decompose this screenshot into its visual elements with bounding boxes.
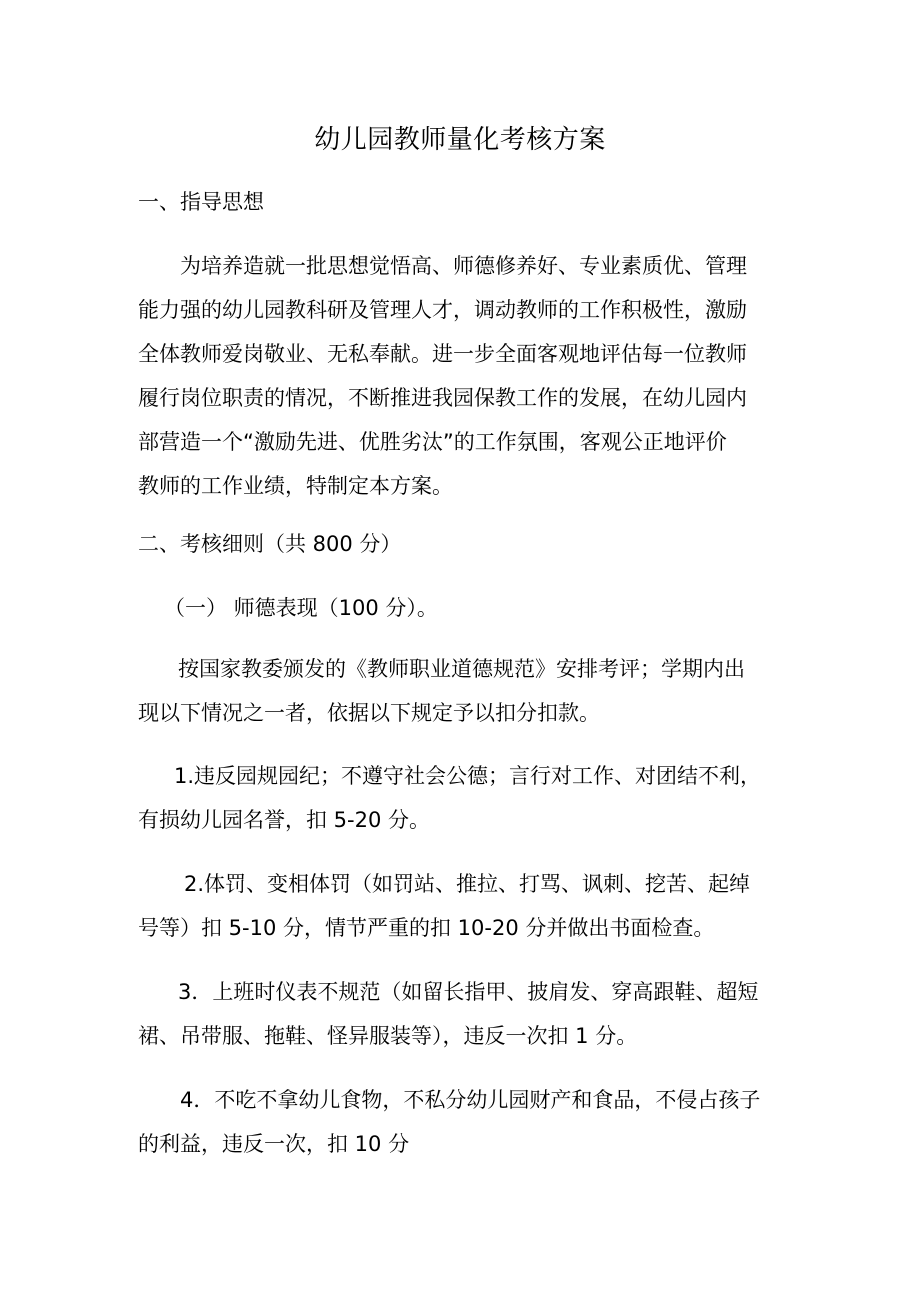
section-heading-assessment-rules: 二、考核细则（共 800 分） — [138, 532, 402, 556]
paragraph-line: 2.体罚、变相体罚（如罚站、推拉、打骂、讽刺、挖苦、起绰 — [184, 872, 751, 896]
paragraph-line: 按国家教委颁发的《教师职业道德规范》安排考评；学期内出 — [178, 657, 745, 681]
paragraph-line: 为培养造就一批思想觉悟高、师德修养好、专业素质优、管理 — [180, 254, 747, 278]
paragraph-line: 4．不吃不拿幼儿食物，不私分幼儿园财产和食品，不侵占孩子 — [180, 1088, 761, 1112]
paragraph-line: 有损幼儿园名誉，扣 5-20 分。 — [138, 808, 431, 832]
rule-item-3 — [138, 970, 788, 1058]
rule-item-2 — [138, 862, 788, 950]
paragraph-line: 的利益，违反一次，扣 10 分 — [138, 1132, 410, 1156]
paragraph-line: 号等）扣 5-10 分，情节严重的扣 10-20 分并做出书面检查。 — [138, 916, 715, 940]
section-paragraph-guiding-thought — [138, 244, 788, 508]
paragraph-line: 裙、吊带服、拖鞋、怪异服装等），违反一次扣 1 分。 — [138, 1024, 638, 1048]
paragraph-line: 1.违反园规园纪；不遵守社会公德；言行对工作、对团结不利， — [174, 764, 762, 788]
subsection-intro-paragraph — [138, 647, 788, 735]
document-title: 幼儿园教师量化考核方案 — [314, 125, 606, 155]
paragraph-line: 履行岗位职责的情况，不断推进我园保教工作的发展，在幼儿园内 — [138, 386, 747, 410]
rule-item-1 — [138, 754, 788, 842]
paragraph-line: 部营造一个“激励先进、优胜劣汰”的工作氛围，客观公正地评价 — [138, 430, 727, 454]
subsection-heading-ethics: （一） 师德表现（100 分）。 — [164, 596, 438, 620]
paragraph-line: 能力强的幼儿园教科研及管理人才，调动教师的工作积极性，激励 — [138, 298, 747, 322]
section-heading-guiding-thought: 一、指导思想 — [138, 190, 264, 214]
paragraph-line: 3．上班时仪表不规范（如留长指甲、披肩发、穿高跟鞋、超短 — [178, 980, 759, 1004]
paragraph-line: 全体教师爱岗敬业、无私奉献。进一步全面客观地评估每一位教师 — [138, 342, 747, 366]
rule-item-4 — [138, 1078, 788, 1166]
paragraph-line: 教师的工作业绩，特制定本方案。 — [138, 474, 453, 498]
paragraph-line: 现以下情况之一者，依据以下规定予以扣分扣款。 — [138, 701, 600, 725]
